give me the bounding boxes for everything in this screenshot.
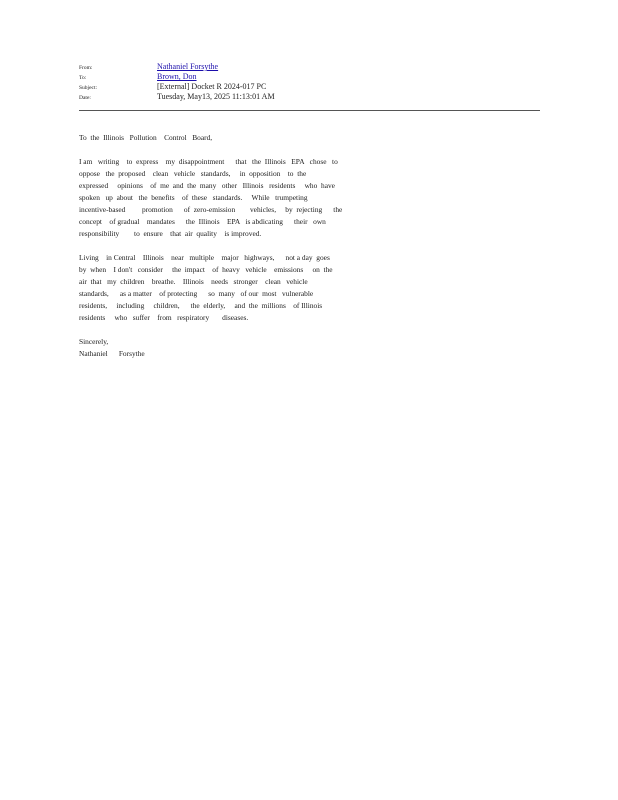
salutation	[79, 132, 369, 144]
paragraph-1	[79, 156, 369, 240]
paragraph-2	[79, 252, 369, 324]
paragraph-2-line: residents who suffer from respiratory diseases.	[79, 313, 249, 322]
closing-text: Sincerely,	[79, 337, 109, 346]
paragraph-1-line: I am writing to express my disappointment that the Illinois EPA chose to	[79, 157, 338, 166]
subject-label: Subject:	[79, 85, 98, 91]
date-label: Date:	[79, 95, 91, 101]
subject-value: [External] Docket R 2024-017 PC	[157, 82, 267, 91]
from-row	[79, 62, 539, 72]
paragraph-1-line: oppose the proposed clean vehicle standards, in opposition to the	[79, 169, 307, 178]
to-row	[79, 72, 539, 82]
sign-off	[79, 336, 369, 360]
from-label: From:	[79, 65, 93, 71]
header-divider	[79, 110, 540, 111]
email-header	[79, 62, 539, 102]
paragraph-2-line: air that my children breathe. Illinois needs stronger clean vehicle	[79, 277, 308, 286]
paragraph-1-line: concept of gradual mandates the Illinois EPA is abdicating their own	[79, 217, 326, 226]
paragraph-2-line: by when I don't consider the impact of heavy vehicle emissions on the	[79, 265, 333, 274]
paragraph-2-line: Living in Central Illinois near multiple major highways, not a day goes	[79, 253, 330, 262]
paragraph-1-line: expressed opinions of me and the many other Illinois residents who have	[79, 181, 335, 190]
paragraph-1-line: incentive-based promotion of zero-emission vehicles, by rejecting the	[79, 205, 343, 214]
date-value: Tuesday, May13, 2025 11:13:01 AM	[157, 92, 275, 101]
paragraph-1-line: responsibility to ensure that air quality is improved.	[79, 229, 262, 238]
paragraph-2-line: residents, including children, the elderly, and the millions of Illinois	[79, 301, 323, 310]
sender-link[interactable]: Nathaniel Forsythe	[157, 62, 219, 71]
letter-body	[79, 132, 369, 372]
paragraph-2-line: standards, as a matter of protecting so many of our most vulnerable	[79, 289, 314, 298]
date-row	[79, 92, 539, 102]
to-label: To:	[79, 75, 87, 81]
signature-name: Nathaniel Forsythe	[79, 349, 145, 358]
recipient-link[interactable]: Brown, Don	[157, 72, 197, 81]
paragraph-1-line: spoken up about the benefits of these standards. While trumpeting	[79, 193, 308, 202]
salutation-text: To the Illinois Pollution Control Board,	[79, 133, 213, 142]
subject-row	[79, 82, 539, 92]
